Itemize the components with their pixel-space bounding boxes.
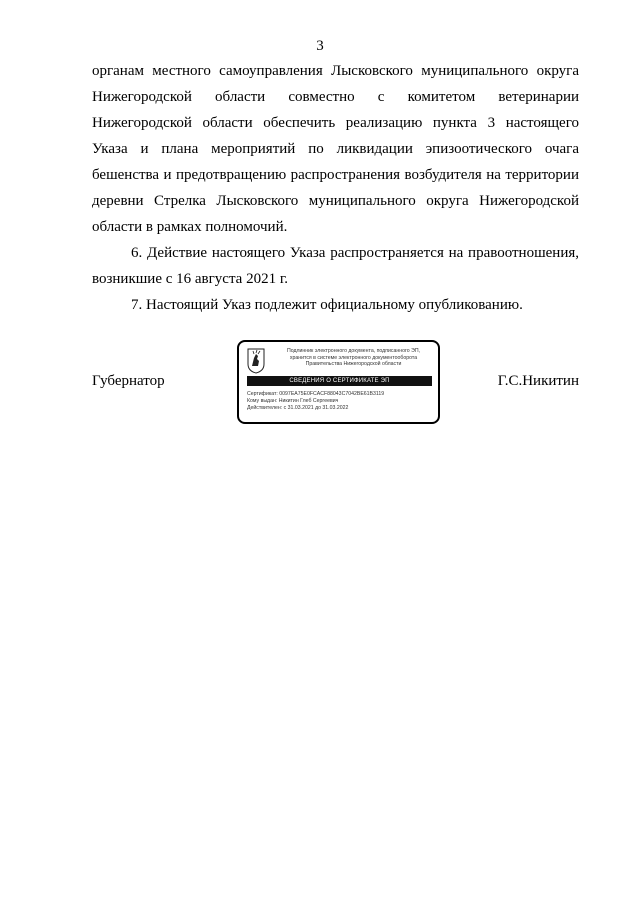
stamp-header [271,348,436,368]
paragraph-6-line: возникшие с 16 августа 2021 г. [92,271,289,287]
certificate-label: Сертификат: [247,391,278,397]
stamp-header-line: Подлинник электронного документа, подписанного ЭП, [286,348,420,354]
body-line: Нижегородской области совместно с комитетом ветеринарии [92,89,579,105]
page-number: 3 [316,38,324,54]
certificate-value: 0097EA75E0FCACF88043C7042BE61B3119 [279,391,385,397]
paragraph-6-line: 6. Действие настоящего Указа распространяется на правоотношения, [131,245,579,261]
body-line: Указа и плана мероприятий по ликвидации эпизоотического очага [92,141,579,157]
document-body [92,58,579,318]
stamp-header-line: Правительства Нижегородской области [305,361,402,368]
coat-of-arms-icon [247,348,265,374]
electronic-signature-stamp [237,340,440,424]
body-line: органам местного самоуправления Лысковского муниципального округа [92,63,579,79]
signature-block [0,340,640,430]
validity-label: Действителен: [247,404,283,411]
owner-row [247,398,435,405]
body-line: Нижегородской области обеспечить реализацию пункта 3 настоящего [92,115,579,131]
signatory-name: Г.С.Никитин [497,373,579,389]
stamp-header-line: хранится в системе электронного документооборота [289,354,418,361]
body-line: деревни Стрелка Лысковского муниципального округа Нижегородской [92,193,579,209]
certificate-row [247,391,435,398]
owner-label: Кому выдан: [247,397,278,404]
certificate-details [247,391,435,411]
validity-row [247,405,435,412]
body-line: бешенства и предотвращению распространения возбудителя на территории [92,167,579,183]
signatory-title: Губернатор [92,373,165,389]
body-line: области в рамках полномочий. [92,219,288,235]
paragraph-7: 7. Настоящий Указ подлежит официальному опубликованию. [131,297,523,313]
owner-value: Никитин Глеб Сергеевич [278,397,339,404]
certificate-info-bar: СВЕДЕНИЯ О СЕРТИФИКАТЕ ЭП [247,376,432,386]
validity-value: с 31.03.2021 до 31.03.2022 [283,404,349,411]
